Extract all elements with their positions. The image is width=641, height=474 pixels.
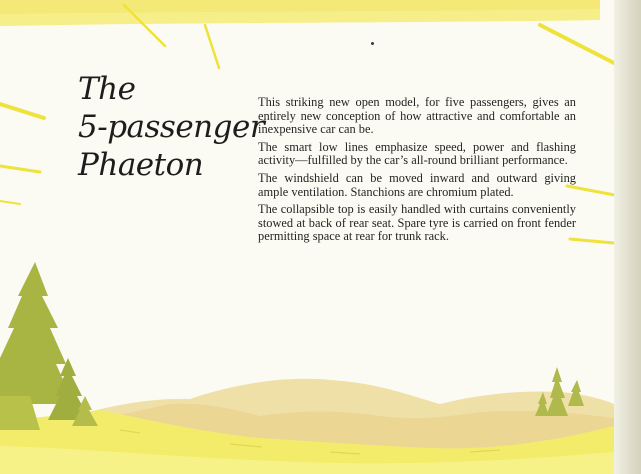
ray-top-diag-2 (205, 25, 219, 68)
description-text (258, 96, 576, 248)
page-gutter (614, 0, 641, 474)
paragraph-top: The collapsible top is easily handled with curtains conveniently stowed at back of rear seat. Spare tyre is carried on front fender permitting space at rear for trunk rack. (258, 202, 576, 244)
ray-left-top (0, 104, 44, 118)
title-line-1: The (78, 71, 136, 107)
paragraph-windshield: The windshield can be moved inward and outward giving ample ventilation. Stanchions are chromium plated. (258, 170, 576, 199)
ray-left-low (0, 201, 20, 204)
print-speck (371, 42, 374, 45)
ray-right-top (540, 25, 614, 63)
ray-left-mid (0, 166, 40, 172)
paragraph-intro: This striking new open model, for five passengers, gives an entirely new conception of how attractive and comfortable an inexpensive car can be. (258, 95, 576, 137)
page-title (78, 70, 265, 184)
paragraph-styling: The smart low lines emphasize speed, power and flashing activity—fulfilled by the car’s all-round brilliant performance. (258, 139, 576, 168)
title-line-3: Phaeton (78, 147, 204, 183)
title-line-2: 5-passenger (78, 109, 265, 145)
